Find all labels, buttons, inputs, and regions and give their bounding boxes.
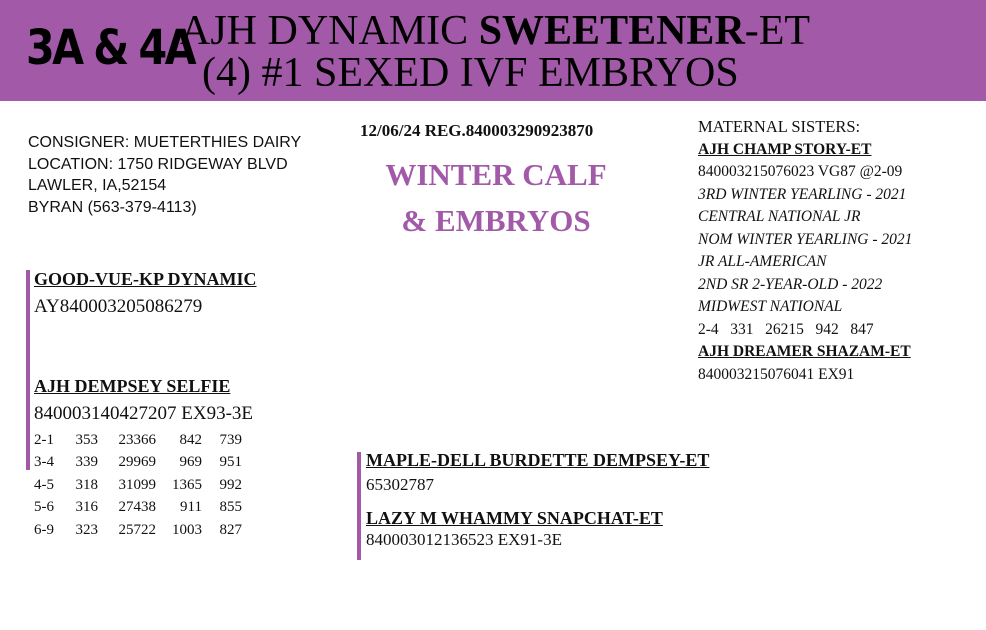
table-row: [34, 497, 242, 520]
sister-award: 2ND SR 2-YEAR-OLD - 2022: [698, 275, 883, 293]
dam-production-records: [34, 429, 242, 542]
header-banner: [0, 0, 986, 101]
dam-sire-registration: 65302787: [366, 475, 434, 494]
record-age: 5-6: [34, 499, 54, 516]
record-protein: 827: [219, 521, 242, 538]
dam-dam-registration: 840003012136523 EX91-3E: [366, 530, 562, 549]
consigner-line: CONSIGNER: MUETERTHIES DAIRY: [28, 134, 302, 151]
record-protein: 739: [219, 431, 242, 448]
record-protein: 951: [219, 454, 242, 471]
location-line: LOCATION: 1750 RIDGEWAY BLVD: [28, 155, 288, 173]
record-fat: 911: [180, 499, 202, 516]
record-milk: 27438: [118, 499, 156, 516]
dam-pedigree-accent-bar: [357, 452, 361, 560]
sister-record: 2-4 331 26215 942 847: [698, 320, 874, 338]
headline-line-2: & EMBRYOS: [401, 203, 591, 238]
table-row: [34, 474, 242, 497]
record-days: 323: [75, 521, 98, 538]
dam-dam-name: LAZY M WHAMMY SNAPCHAT-ET: [366, 508, 663, 528]
maternal-sisters: [698, 116, 912, 386]
sister-registration: 840003215076023 VG87 @2-09: [698, 163, 903, 180]
sister-award: JR ALL-AMERICAN: [698, 253, 827, 270]
record-days: 316: [75, 499, 98, 516]
record-days: 318: [75, 476, 98, 493]
animal-title: [180, 8, 810, 54]
pedigree-accent-bar: [26, 270, 30, 470]
record-age: 2-1: [34, 431, 54, 448]
dam-sire-name: MAPLE-DELL BURDETTE DEMPSEY-ET: [366, 450, 710, 470]
table-row: [34, 519, 242, 542]
title-prefix: AJH DYNAMIC: [180, 8, 479, 54]
sire-name: GOOD-VUE-KP DYNAMIC: [34, 269, 257, 289]
record-days: 339: [75, 454, 98, 471]
sister-award: NOM WINTER YEARLING - 2021: [698, 230, 913, 248]
record-age: 6-9: [34, 521, 54, 538]
table-row: [34, 429, 242, 452]
record-age: 4-5: [34, 476, 54, 493]
record-fat: 842: [179, 431, 202, 448]
sire-registration: AY840003205086279: [34, 296, 203, 317]
record-days: 353: [75, 431, 98, 448]
sister-name: AJH DREAMER SHAZAM-ET: [698, 343, 911, 360]
birth-date-registration: 12/06/24 REG.840003290923870: [360, 121, 594, 140]
record-fat: 1365: [172, 476, 202, 493]
consigner-info: [28, 132, 301, 218]
dam-registration: 840003140427207 EX93-3E: [34, 403, 254, 424]
sister-award: CENTRAL NATIONAL JR: [698, 208, 861, 225]
dam-name: AJH DEMPSEY SELFIE: [34, 376, 231, 396]
record-age: 3-4: [34, 454, 54, 471]
record-milk: 29969: [118, 454, 156, 471]
lot-headline: [360, 152, 632, 244]
record-milk: 23366: [118, 431, 156, 448]
lot-subtitle: (4) #1 SEXED IVF EMBRYOS: [202, 50, 739, 96]
city-line: LAWLER, IA,52154: [28, 177, 167, 194]
sister-award: 3RD WINTER YEARLING - 2021: [698, 185, 907, 203]
headline-line-1: WINTER CALF: [385, 157, 607, 192]
record-fat: 1003: [172, 521, 202, 538]
record-protein: 992: [219, 476, 242, 493]
title-bold: SWEETENER: [478, 8, 745, 54]
sister-name: AJH CHAMP STORY-ET: [698, 140, 872, 158]
table-row: [34, 452, 242, 475]
maternal-heading: MATERNAL SISTERS:: [698, 117, 861, 136]
record-milk: 31099: [118, 476, 156, 493]
title-suffix: -ET: [744, 8, 811, 54]
lot-number: 3A & 4A: [26, 20, 195, 76]
sister-registration: 840003215076041 EX91: [698, 365, 855, 383]
record-protein: 855: [219, 499, 242, 516]
contact-line: BYRAN (563-379-4113): [28, 198, 197, 216]
sister-award: MIDWEST NATIONAL: [698, 298, 843, 315]
record-fat: 969: [179, 454, 202, 471]
record-milk: 25722: [118, 521, 156, 538]
